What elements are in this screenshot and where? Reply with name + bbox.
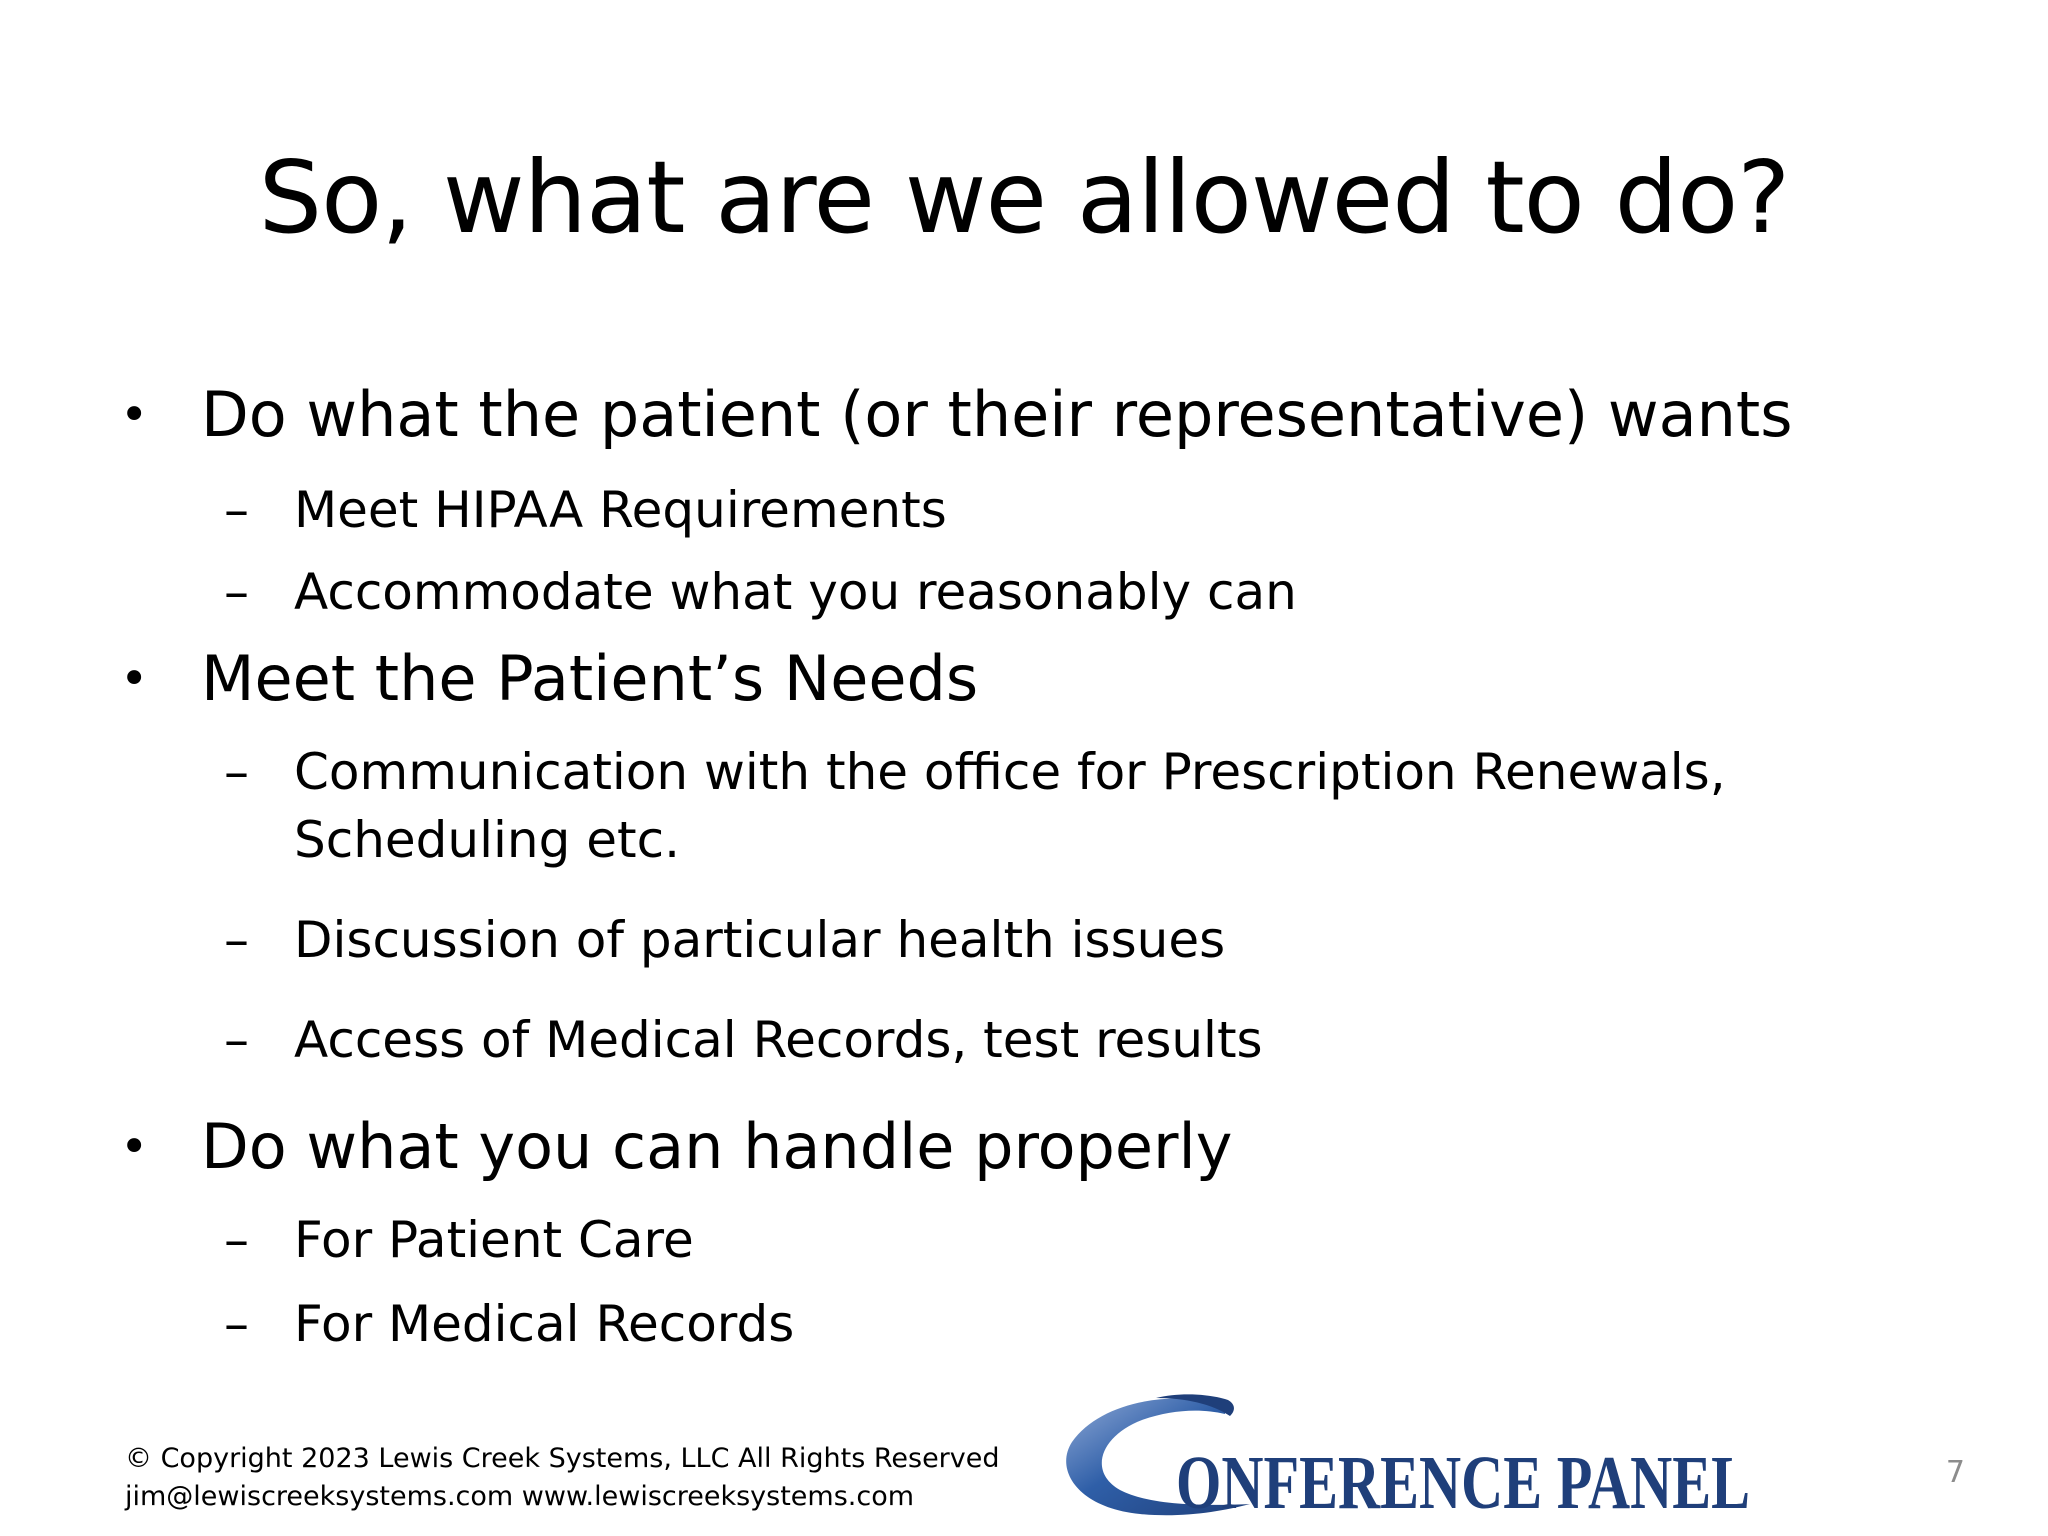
conference-panel-logo: [1060, 1390, 1780, 1530]
page-number: 7: [1945, 1455, 1965, 1490]
sub-bullet-text: Accommodate what you reasonably can: [294, 563, 1297, 621]
bullet-text: Do what you can handle properly: [201, 1110, 1233, 1183]
sub-bullet-text: For Medical Records: [294, 1295, 795, 1353]
bullet-marker: •: [120, 387, 149, 443]
logo-graphic: [1060, 1390, 1780, 1530]
footer: [125, 1440, 1000, 1516]
sub-bullet-text: Access of Medical Records, test results: [294, 1011, 1263, 1069]
sub-bullet-text: For Patient Care: [294, 1211, 694, 1269]
dash-marker: –: [224, 743, 249, 801]
dash-marker: –: [224, 1295, 249, 1353]
bullet-text: Do what the patient (or their representative) wants: [201, 378, 1793, 451]
dash-marker: –: [224, 1011, 249, 1069]
sub-bullet-text: Communication with the office for Prescription Renewals, Scheduling etc.: [294, 743, 1726, 869]
slide-title: So, what are we allowed to do?: [258, 139, 1790, 256]
dash-marker: –: [224, 1211, 249, 1269]
dash-marker: –: [224, 481, 249, 539]
contact-text: jim@lewiscreeksystems.com www.lewiscreeksystems.com: [125, 1481, 915, 1512]
sub-bullet-text: Discussion of particular health issues: [294, 911, 1226, 969]
dash-marker: –: [224, 911, 249, 969]
logo-text: ONFERENCE PANEL: [1176, 1441, 1750, 1525]
dash-marker: –: [224, 563, 249, 621]
copyright-text: © Copyright 2023 Lewis Creek Systems, LLC All Rights Reserved: [125, 1443, 1000, 1474]
bullet-marker: •: [120, 651, 149, 707]
bullet-text: Meet the Patient’s Needs: [201, 642, 979, 715]
sub-bullet-text: Meet HIPAA Requirements: [294, 481, 947, 539]
bullet-marker: •: [120, 1119, 149, 1175]
